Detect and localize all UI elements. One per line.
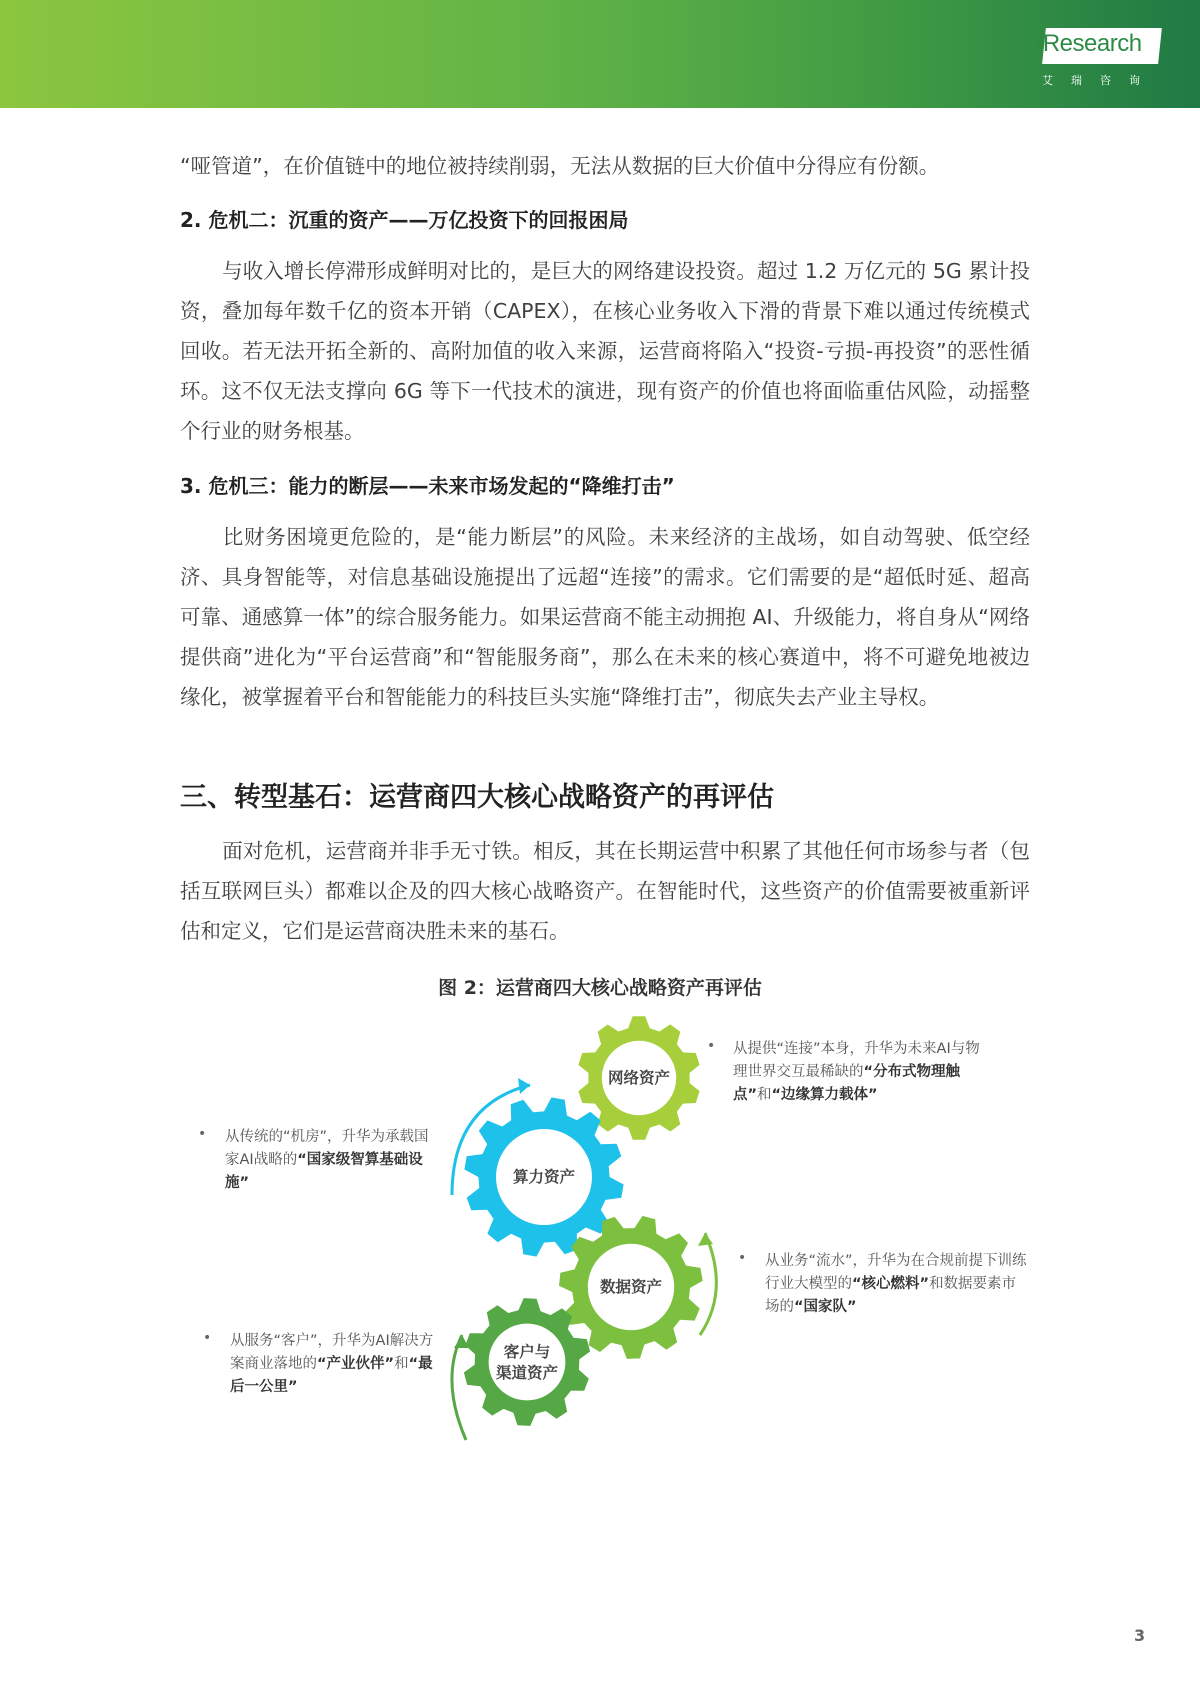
bullet: • (198, 1126, 207, 1142)
gear-label-network: 网络资产 (607, 1069, 670, 1087)
section-heading: 三、转型基石：运营商四大核心战略资产的再评估 (180, 782, 774, 813)
paragraph: 与收入增长停滞形成鲜明对比的，是巨大的网络建设投资。超过 1.2 万亿元的 5G 累计投资，叠加每年数千亿的资本开销（CAPEX），在核心业务收入下滑的背景下难以通过传统模式回收。若无法开拓全新的、高附加值的收入来源，运营商将陷入“投资-亏损-再投资”的恶性循环。这不仅无法支撑向 6G 等下一代技术的演进，现有资产的价值也将面临重估风险，动摇整个行业的财务根基。 (180, 259, 1030, 443)
paragraph: 比财务困境更危险的，是“能力断层”的风险。未来经济的主战场，如自动驾驶、低空经济、具身智能等，对信息基础设施提出了远超“连接”的需求。它们需要的是“超低时延、超高可靠、通感算一体”的综合服务能力。如果运营商不能主动拥抱 AI、升级能力，将自身从“网络提供商”进化为“平台运营商”和“智能服务商”，那么在未来的核心赛道中，将不可避免地被边缘化，被掌握着平台和智能能力的科技巨头实施“降维打击”，彻底失去产业主导权。 (180, 525, 1030, 709)
arrowhead-icon (698, 1233, 713, 1246)
note-customer: 从服务“客户”，升华为AI解决方案商业落地的“产业伙伴”和“最后一公里” (230, 1333, 434, 1395)
gear-label-data: 数据资产 (599, 1278, 662, 1296)
subheading-crisis-3: 3. 危机三：能力的断层——未来市场发起的“降维打击” (180, 474, 675, 498)
paragraph: 面对危机，运营商并非手无寸铁。相反，其在长期运营中积累了其他任何市场参与者（包括互联网巨头）都难以企及的四大核心战略资产。在智能时代，这些资产的价值需要被重新评估和定义，它们是运营商决胜未来的基石。 (180, 839, 1030, 943)
cycle-arrow-icon (452, 1335, 466, 1440)
cycle-arrow-icon (700, 1233, 716, 1335)
iresearch-logo: iResearch 艾瑞咨询 (1034, 28, 1164, 90)
note-compute: 从传统的“机房”，升华为承载国家AI战略的“国家级智算基础设施” (225, 1129, 429, 1191)
figure-title: 图 2：运营商四大核心战略资产再评估 (438, 977, 762, 999)
bullet: • (738, 1250, 747, 1266)
arrowhead-icon (518, 1078, 530, 1094)
gear-label-compute: 算力资产 (512, 1168, 575, 1186)
page-number: 3 (1134, 1626, 1146, 1645)
gear-label-customer: 客户与 渠道资产 (495, 1343, 558, 1382)
bullet: • (707, 1038, 716, 1054)
paragraph: “哑管道”，在价值链中的地位被持续削弱，无法从数据的巨大价值中分得应有份额。 (180, 154, 940, 178)
subheading-crisis-2: 2. 危机二：沉重的资产——万亿投资下的回报困局 (180, 208, 629, 232)
bullet: • (203, 1330, 212, 1346)
note-data: 从业务“流水”，升华为在合规前提下训练行业大模型的“核心燃料”和数据要素市场的“国家队” (765, 1253, 1027, 1315)
note-network: 从提供“连接”本身，升华为未来AI与物理世界交互最稀缺的“分布式物理触点”和“边缘算力载体” (733, 1041, 980, 1103)
